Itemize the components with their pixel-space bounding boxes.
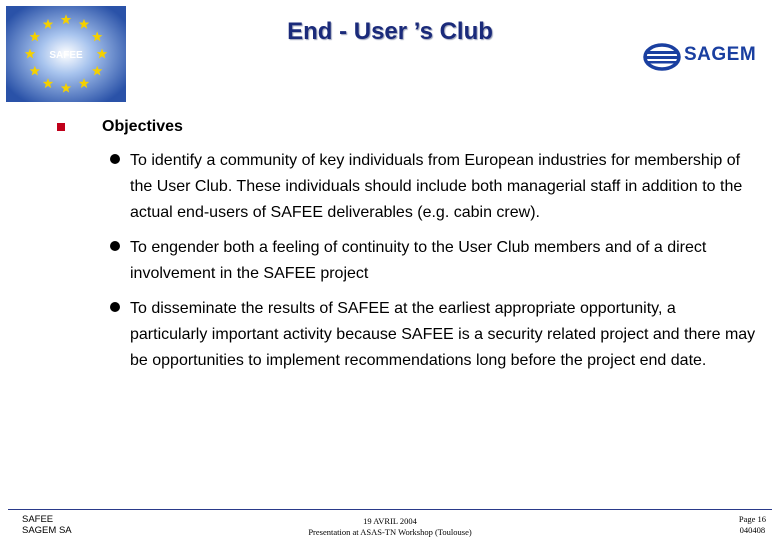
footer-date: 19 AVRIL 2004 xyxy=(363,516,417,526)
list-item xyxy=(109,296,757,374)
page-title: End - User ’s Club xyxy=(287,18,493,45)
bullet-dot-icon xyxy=(110,154,120,164)
sagem-logo-text: SAGEM xyxy=(684,44,757,65)
footer-center xyxy=(0,516,780,538)
footer-company: SAGEM SA xyxy=(22,525,72,536)
footer-right xyxy=(739,514,766,536)
bullet-dot-icon xyxy=(110,241,120,251)
list-item xyxy=(109,235,757,287)
page-number: Page 16 xyxy=(738,514,766,524)
section-title: Objectives xyxy=(102,118,183,135)
sagem-emblem-icon xyxy=(642,42,682,72)
footer-divider xyxy=(8,509,772,510)
footer-event: Presentation at ASAS-TN Workshop (Toulouse) xyxy=(308,527,472,537)
objectives-section xyxy=(57,118,757,383)
list-item-text: To engender both a feeling of continuity to the User Club members and of a direct involvement in the SAFEE project xyxy=(130,239,707,282)
footer-project: SAFEE xyxy=(22,514,54,525)
square-bullet-icon xyxy=(57,123,65,131)
list-item-text: To disseminate the results of SAFEE at the earliest appropriate opportunity, a particularly important activity because SAFEE is a security related project and there may be opportunities to implement recommendations long before the project end date. xyxy=(130,300,756,369)
svg-text:SAFEE: SAFEE xyxy=(49,50,83,61)
sagem-logo xyxy=(640,41,774,73)
list-item xyxy=(109,148,757,226)
list-item-text: To identify a community of key individuals from European industries for membership of the User Club. These individuals should include both managerial staff in addition to the actual end-users of SAFEE deliverables (e.g. cabin crew). xyxy=(130,152,743,221)
bullet-dot-icon xyxy=(110,302,120,312)
doc-code: 040408 xyxy=(739,525,766,535)
